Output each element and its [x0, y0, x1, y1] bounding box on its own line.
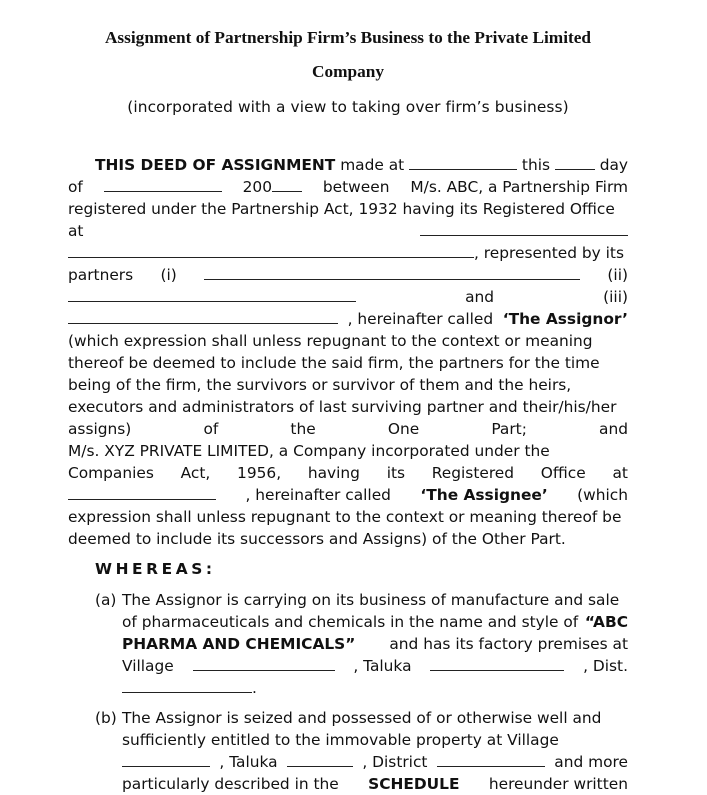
item-a-line-1 [122, 589, 628, 611]
blank-taluka-b [287, 751, 353, 767]
document-title-line2: Company [311, 62, 385, 81]
blank-year [272, 176, 302, 192]
line-14-text: M/s. XYZ PRIVATE LIMITED, a Company incorporated under the [68, 442, 550, 460]
deed-line-18 [68, 528, 628, 550]
item-b-line-4 [122, 773, 628, 795]
item-b-text-1: The Assignor is seized and possessed of or otherwise well and [122, 709, 602, 727]
partners-text: partners [68, 266, 134, 284]
firm-name-part-1: “ABC [584, 613, 628, 631]
item-b-label: (b) [95, 709, 117, 727]
line-17-text: expression shall unless repugnant to the context or meaning thereof be [68, 508, 622, 526]
deed-line-14 [68, 440, 628, 462]
item-b-text-2: sufficiently entitled to the immovable property at Village [122, 731, 559, 749]
word: Companies [68, 464, 154, 482]
firm-reference: M/s. ABC, a Partnership Firm [410, 178, 628, 196]
word: 1956, [237, 464, 282, 482]
item-a-label: (a) [95, 591, 117, 609]
blank-date [555, 154, 595, 170]
registered-text: registered under the Partnership Act, 1932 having its Registered Office [68, 200, 615, 218]
assignee-term: ‘The Assignee’ [420, 486, 548, 504]
made-at-text: made at [340, 156, 405, 174]
deed-line-3 [68, 198, 628, 220]
partner-3-label: (iii) [603, 288, 628, 306]
more-text: and more [554, 753, 628, 771]
deed-line-8 [68, 308, 628, 330]
line-12-text: executors and administrators of last surviving partner and their/his/her [68, 398, 617, 416]
deed-line-6 [68, 264, 628, 286]
blank-office-address-2 [68, 242, 474, 258]
and-text: and [465, 288, 495, 306]
deed-line-10 [68, 352, 628, 374]
blank-assignee-office [68, 484, 216, 500]
blank-partner-1 [204, 264, 580, 280]
schedule-term: SCHEDULE [368, 775, 460, 793]
year-text: 200 [242, 178, 273, 196]
which-text: (which [577, 486, 628, 504]
taluka-text: , Taluka [353, 657, 412, 675]
blank-month [104, 176, 222, 192]
item-a-line-3 [122, 633, 628, 655]
hereinafter-text: , hereinafter called [347, 310, 494, 328]
blank-office-address [420, 220, 628, 236]
deed-line-13 [68, 418, 628, 440]
deed-line-11 [68, 374, 628, 396]
word: assigns) [68, 420, 132, 438]
word: its [386, 464, 406, 482]
item-a-line-2 [122, 611, 628, 633]
word: Act, [180, 464, 211, 482]
blank-district [122, 677, 252, 693]
deed-line-4 [68, 220, 628, 242]
of-text: of [68, 178, 83, 196]
at-text: at [68, 222, 84, 240]
line-9-text: (which expression shall unless repugnant to the context or meaning [68, 332, 593, 350]
deed-line-12 [68, 396, 628, 418]
item-a-line-4 [122, 655, 628, 677]
blank-partner-2 [68, 286, 356, 302]
word: One [387, 420, 420, 438]
village-text: Village [122, 657, 174, 675]
word: at [612, 464, 628, 482]
word: of [203, 420, 219, 438]
item-b-line-1 [122, 707, 628, 729]
blank-district-b [437, 751, 545, 767]
item-b-line-3 [122, 751, 628, 773]
dist-text: , Dist. [583, 657, 628, 675]
blank-place [409, 154, 517, 170]
item-a-text-1: The Assignor is carrying on its business of manufacture and sale [122, 591, 620, 609]
deed-line-16 [68, 484, 628, 506]
taluka-text-b: , Taluka [219, 753, 278, 771]
deed-line-15 [68, 462, 628, 484]
word: Registered [431, 464, 515, 482]
item-a [122, 589, 628, 699]
word: the [290, 420, 316, 438]
partner-2-label: (ii) [607, 266, 628, 284]
assignor-term: ‘The Assignor’ [502, 310, 628, 328]
hereinafter-text-2: , hereinafter called [245, 486, 391, 504]
represented-text: , represented by its [474, 244, 624, 262]
line-11-text: being of the firm, the survivors or survivor of them and the heirs, [68, 376, 572, 394]
deed-line-9 [68, 330, 628, 352]
day-text: day [599, 156, 628, 174]
deed-line-5 [68, 242, 628, 264]
deed-line-17 [68, 506, 628, 528]
word: Office [540, 464, 586, 482]
blank-taluka [430, 655, 564, 671]
firm-name-part-2: PHARMA AND CHEMICALS” [122, 635, 356, 653]
document-title: Assignment of Partnership Firm’s Business to the Private Limited [104, 28, 592, 47]
blank-partner-3 [68, 308, 338, 324]
line-18-text: deemed to include its successors and Assigns) of the Other Part. [68, 530, 566, 548]
this-text: this [521, 156, 550, 174]
blank-village [193, 655, 335, 671]
item-a-line-5 [122, 677, 628, 699]
item-a-text-2: of pharmaceuticals and chemicals in the name and style of [122, 613, 579, 631]
deed-line-1 [68, 154, 628, 176]
word: having [307, 464, 360, 482]
between-text: between [322, 178, 390, 196]
deed-paragraph [68, 154, 628, 550]
deed-title: THIS DEED OF ASSIGNMENT [95, 156, 336, 174]
blank-village-b [122, 751, 210, 767]
period-text: . [252, 679, 257, 697]
item-b-text-4b: hereunder written [488, 775, 628, 793]
deed-line-2 [68, 176, 628, 198]
item-b-line-2 [122, 729, 628, 751]
item-a-text-3: and has its factory premises at [389, 635, 628, 653]
whereas-heading: WHEREAS: [95, 560, 216, 578]
item-b-text-4: particularly described in the [122, 775, 339, 793]
deed-line-7 [68, 286, 628, 308]
document-subtitle: (incorporated with a view to taking over firm’s business) [127, 98, 569, 116]
partner-1-label: (i) [160, 266, 177, 284]
line-10-text: thereof be deemed to include the said firm, the partners for the time [68, 354, 600, 372]
district-text-b: , District [362, 753, 428, 771]
word: Part; [491, 420, 527, 438]
word: and [599, 420, 628, 438]
item-b [122, 707, 628, 795]
